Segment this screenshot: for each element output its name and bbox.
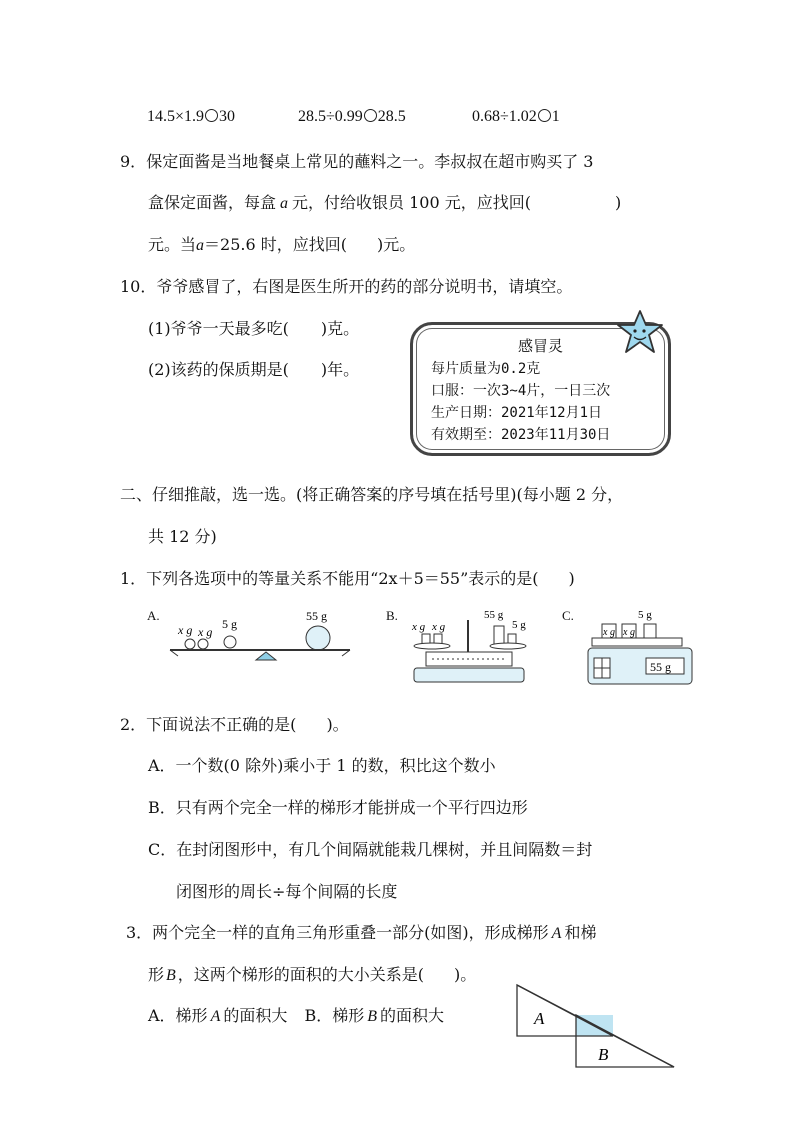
q9-text-2a: 盒保定面酱，每盒 — [148, 193, 277, 212]
section-2-heading-cont: 共 12 分) — [148, 527, 217, 546]
q9-text-1: 保定面酱是当地餐桌上常见的蘸料之一。李叔叔在超市购买了 3 — [146, 152, 594, 171]
medicine-line: 每片质量为0.2克 — [431, 361, 541, 377]
q9-line-3 — [148, 232, 415, 255]
option-var: A — [210, 1008, 221, 1025]
s2-q3-text-2b: ，这两个梯形的面积的大小关系是( — [177, 965, 425, 984]
medicine-line: 生产日期：2021年12月1日 — [431, 405, 603, 421]
weight-label: 5 g — [638, 609, 652, 621]
compare-item-2 — [298, 108, 406, 126]
q10-sub-2a: (2)该药的保质期是( — [148, 360, 289, 379]
s2-q3-text-1a: 3．两个完全一样的直角三角形重叠一部分(如图)，形成梯形 — [126, 923, 549, 942]
q10-sub-2 — [148, 357, 359, 380]
q9-text-3b: ＝25.6 时，应找回( — [204, 235, 347, 254]
s2-q3-line-2 — [148, 962, 476, 985]
s2-q1-text: 1．下列各选项中的等量关系不能用“2x＋5＝55”表示的是( — [120, 569, 539, 588]
q9-text-2b: 元，付给收银员 100 元，应找回( — [292, 193, 531, 212]
q9-text-3c: )元。 — [376, 235, 416, 254]
overlapping-triangles-figure — [514, 982, 684, 1072]
q9-line-2 — [148, 190, 621, 213]
weight-label: 55 g — [484, 609, 504, 621]
compare-expr-3: 0.68÷1.02 — [472, 108, 537, 125]
compare-num-3: 1 — [551, 108, 560, 125]
weight-label: x g — [412, 621, 426, 633]
option-text: B．梯形 — [304, 1006, 365, 1025]
s2-q2-text: 2．下面说法不正确的是( — [120, 715, 297, 734]
s2-q1-close: ) — [568, 569, 575, 588]
scale-display: 55 g — [650, 660, 671, 674]
compare-line — [147, 108, 235, 126]
trapezoid-a-ref: A — [551, 925, 562, 942]
weight-label: x g — [432, 621, 446, 633]
weight-label: x g — [198, 625, 213, 639]
q9-var-a: a — [280, 195, 289, 212]
s2-q3-options — [148, 1003, 444, 1026]
q10-sub-2b: )年。 — [320, 360, 360, 379]
compare-circle-icon[interactable] — [205, 109, 218, 122]
option-a-label: A. — [147, 608, 160, 623]
s2-q3-text-2a: 形 — [148, 965, 165, 984]
q10-sub-1 — [148, 316, 359, 339]
s2-q3-option-b[interactable] — [304, 1006, 444, 1025]
q10-sub-1a: (1)爷爷一天最多吃( — [148, 319, 289, 338]
s2-q3-text-2c: )。 — [454, 965, 477, 984]
trapezoid-b-ref: B — [166, 967, 176, 984]
s2-q2-close: )。 — [326, 715, 349, 734]
compare-expr-1: 14.5×1.9 — [147, 108, 205, 125]
q10-text: 爷爷感冒了，右图是医生所开的药的部分说明书，请填空。 — [156, 277, 573, 296]
option-text: 的面积大 — [223, 1006, 288, 1025]
weight-label: 5 g — [222, 617, 237, 631]
compare-num-2: 28.5 — [377, 108, 406, 125]
q9-number: 9． — [120, 152, 147, 171]
q10-line — [120, 274, 572, 297]
compare-circle-icon[interactable] — [364, 109, 377, 122]
q9-var-a-2: a — [196, 237, 205, 254]
s2-q2-option-c[interactable]: C．在封闭图形中，有几个间隔就能栽几棵树，并且间隔数＝封 — [148, 840, 593, 859]
trapezoid-b-label: B — [598, 1045, 609, 1064]
compare-item-3 — [472, 108, 560, 126]
s2-q1-line — [120, 566, 575, 589]
s2-q3-text-1b: 和梯 — [564, 923, 597, 942]
section-2-heading: 二、仔细推敲，选一选。(将正确答案的序号填在括号里)(每小题 2 分， — [120, 485, 624, 504]
star-sticker-icon — [612, 308, 668, 358]
option-c-label: C. — [562, 608, 574, 623]
trapezoid-a-label: A — [534, 1009, 545, 1028]
weight-label: 55 g — [306, 609, 327, 623]
option-b-label: B. — [386, 608, 398, 623]
pan-balance-b-image — [408, 606, 528, 686]
q9-text-2c: ) — [614, 193, 622, 212]
q9-line-1 — [120, 149, 593, 172]
s2-q3-option-a[interactable] — [148, 1006, 287, 1025]
medicine-line: 有效期至：2023年11月30日 — [431, 427, 611, 443]
s2-q2-option-c-cont: 闭图形的周长÷每个间隔的长度 — [176, 882, 398, 901]
compare-num-1: 30 — [219, 108, 236, 125]
balance-scale-a-image — [168, 608, 358, 670]
medicine-title: 感冒灵 — [517, 337, 563, 355]
s2-q2-option-b[interactable]: B．只有两个完全一样的梯形才能拼成一个平行四边形 — [148, 798, 528, 817]
weight-label: x g — [603, 627, 615, 638]
q10-sub-1b: )克。 — [320, 319, 360, 338]
medicine-line: 口服：一次3~4片，一日三次 — [431, 383, 611, 399]
weight-label: 5 g — [512, 619, 526, 631]
q10-number: 10． — [120, 277, 157, 296]
compare-expr-2: 28.5÷0.99 — [298, 108, 363, 125]
electronic-scale-c-image — [586, 606, 696, 686]
option-text: A．梯形 — [148, 1006, 208, 1025]
weight-label: x g — [178, 623, 193, 637]
compare-circle-icon[interactable] — [538, 109, 551, 122]
s2-q3-line-1 — [126, 920, 596, 943]
option-text: 的面积大 — [380, 1006, 445, 1025]
s2-q2-option-a[interactable]: A．一个数(0 除外)乘小于 1 的数，积比这个数小 — [148, 756, 496, 775]
weight-label: x g — [623, 627, 635, 638]
q9-text-3a: 元。当 — [148, 235, 197, 254]
option-var: B — [367, 1008, 377, 1025]
s2-q2-line — [120, 712, 349, 735]
